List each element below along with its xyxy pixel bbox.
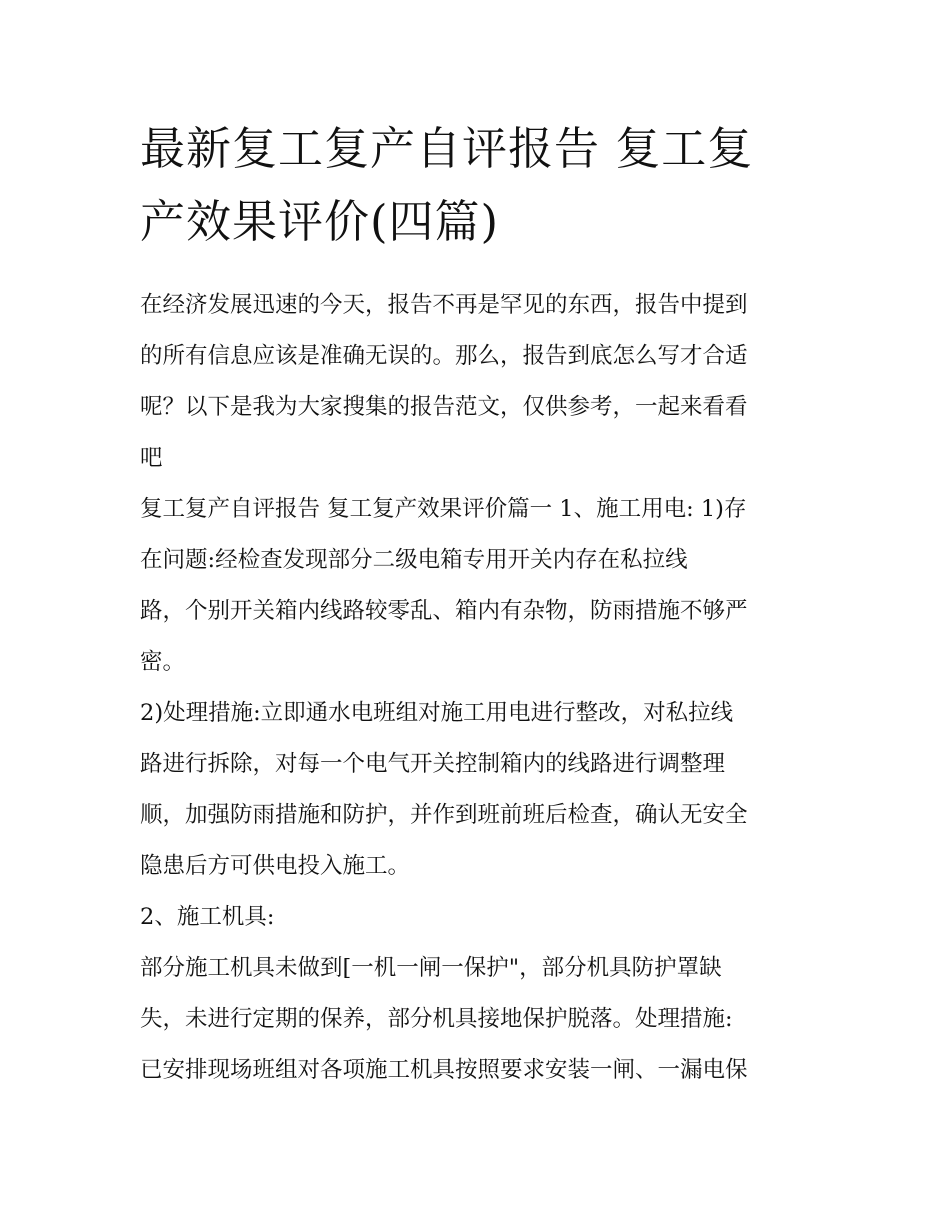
section-paragraph (140, 484, 820, 688)
text-line: 已安排现场班组对各项施工机具按照要求安装一闸、一漏电保 (140, 1057, 748, 1083)
document-title (140, 112, 820, 258)
text-line: 路，个别开关箱内线路较零乱、箱内有杂物，防雨措施不够严 (140, 598, 748, 624)
text-line: 部分施工机具未做到[一机一闸一保护"，部分机具防护罩缺 (140, 955, 722, 981)
text-line: 2)处理措施:立即通水电班组对施工用电进行整改，对私拉线 (140, 700, 734, 726)
text-line: 在问题:经检查发现部分二级电箱专用开关内存在私拉线 (140, 547, 688, 573)
title-line: 产效果评价(四篇) (140, 195, 500, 248)
document-body (140, 280, 820, 1096)
text-line: 密。 (140, 649, 186, 675)
text-line: 路进行拆除，对每一个电气开关控制箱内的线路进行调整理 (140, 751, 726, 777)
text-line: 吧 (140, 445, 163, 471)
measures-paragraph (140, 688, 820, 892)
text-line: 顺，加强防雨措施和防护，并作到班前班后检查，确认无安全 (140, 802, 748, 828)
tools-paragraph (140, 943, 820, 1096)
intro-paragraph (140, 280, 820, 484)
text-line: 复工复产自评报告 复工复产效果评价篇一 1、施工用电: 1)存 (140, 496, 747, 522)
text-line: 失，未进行定期的保养，部分机具接地保护脱落。处理措施: (140, 1006, 733, 1032)
text-line: 在经济发展迅速的今天，报告不再是罕见的东西，报告中提到 (140, 292, 748, 318)
title-line: 最新复工复产自评报告 复工复 (140, 122, 754, 175)
subheading-paragraph (140, 892, 820, 943)
text-line: 呢？以下是我为大家搜集的报告范文，仅供参考，一起来看看 (140, 394, 748, 420)
text-line: 的所有信息应该是准确无误的。那么，报告到底怎么写才合适 (140, 343, 748, 369)
text-line: 隐患后方可供电投入施工。 (140, 853, 411, 879)
text-line: 2、施工机具: (140, 904, 275, 930)
